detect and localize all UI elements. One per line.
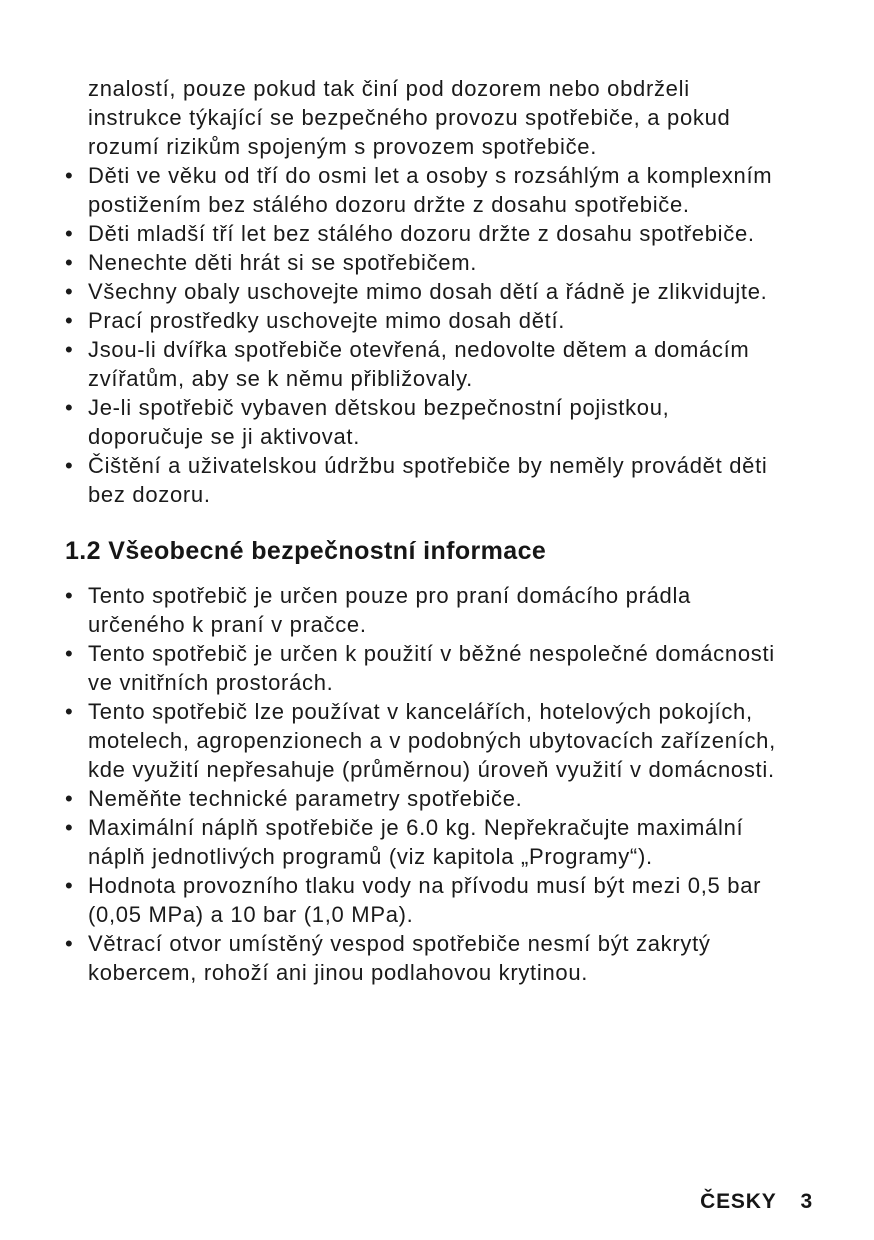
bullet-text: Tento spotřebič je určen pouze pro praní domácího prádla určeného k praní v pračce. (88, 583, 691, 637)
bullet-text: Tento spotřebič lze používat v kancelářích, hotelových pokojích, motelech, agropenzionech a v podobných ubytovacích zařízeních, kde využití nepřesahuje (průměrnou) úroveň využití v domácnosti. (88, 699, 776, 782)
list-item (65, 639, 785, 697)
bullet-text: Hodnota provozního tlaku vody na přívodu musí být mezi 0,5 bar (0,05 MPa) a 10 bar (1,0 MPa). (88, 873, 762, 927)
list-item (65, 393, 785, 451)
page-footer (700, 1190, 813, 1214)
list-item (65, 277, 785, 306)
bullet-text: Nenechte děti hrát si se spotřebičem. (88, 250, 478, 275)
bullet-marker: • (65, 337, 74, 362)
list-item (65, 784, 785, 813)
bullet-text: Maximální náplň spotřebiče je 6.0 kg. Nepřekračujte maximální náplň jednotlivých programů (viz kapitola „Programy“). (88, 815, 744, 869)
page-content (65, 74, 785, 987)
bullet-text: Jsou-li dvířka spotřebiče otevřená, nedovolte dětem a domácím zvířatům, aby se k němu přibližovaly. (88, 337, 750, 391)
bullet-marker: • (65, 395, 74, 420)
bullet-marker: • (65, 279, 74, 304)
bullet-marker: • (65, 250, 74, 275)
bullet-marker: • (65, 931, 74, 956)
list-item (65, 697, 785, 784)
bullet-marker: • (65, 453, 74, 478)
bullet-text: Všechny obaly uschovejte mimo dosah dětí a řádně je zlikvidujte. (88, 279, 768, 304)
footer-language-label: ČESKY (700, 1190, 777, 1213)
bullet-text: Větrací otvor umístěný vespod spotřebiče nesmí být zakrytý kobercem, rohoží ani jinou podlahovou krytinou. (88, 931, 711, 985)
bullet-marker: • (65, 873, 74, 898)
list-item (65, 581, 785, 639)
list-item (65, 813, 785, 871)
footer-page-number: 3 (800, 1190, 813, 1213)
bullet-text: Tento spotřebič je určen k použití v běžné nespolečné domácnosti ve vnitřních prostorách. (88, 641, 775, 695)
bullet-text: Čištění a uživatelskou údržbu spotřebiče by neměly provádět děti bez dozoru. (88, 453, 768, 507)
paragraph-continuation: znalostí, pouze pokud tak činí pod dozorem nebo obdrželi instrukce týkající se bezpečného provozu spotřebiče, a pokud rozumí rizikům spojeným s provozem spotřebiče. (88, 76, 731, 159)
section-heading: 1.2 Všeobecné bezpečnostní informace (65, 537, 547, 565)
bullet-marker: • (65, 308, 74, 333)
bullet-marker: • (65, 641, 74, 666)
list-item (65, 306, 785, 335)
bullet-marker: • (65, 786, 74, 811)
list-item (65, 219, 785, 248)
safety-bullet-list (65, 161, 785, 509)
list-item (65, 161, 785, 219)
bullet-marker: • (65, 815, 74, 840)
bullet-text: Děti ve věku od tří do osmi let a osoby s rozsáhlým a komplexním postižením bez stálého dozoru držte z dosahu spotřebiče. (88, 163, 773, 217)
bullet-marker: • (65, 221, 74, 246)
general-safety-bullet-list (65, 581, 785, 987)
bullet-text: Prací prostředky uschovejte mimo dosah dětí. (88, 308, 566, 333)
list-item (65, 929, 785, 987)
bullet-marker: • (65, 163, 74, 188)
bullet-text: Je-li spotřebič vybaven dětskou bezpečnostní pojistkou, doporučuje se ji aktivovat. (88, 395, 670, 449)
bullet-text: Děti mladší tří let bez stálého dozoru držte z dosahu spotřebiče. (88, 221, 755, 246)
list-item (65, 451, 785, 509)
bullet-marker: • (65, 699, 74, 724)
bullet-marker: • (65, 583, 74, 608)
list-item (65, 248, 785, 277)
list-item (65, 335, 785, 393)
list-item (65, 871, 785, 929)
bullet-text: Neměňte technické parametry spotřebiče. (88, 786, 523, 811)
